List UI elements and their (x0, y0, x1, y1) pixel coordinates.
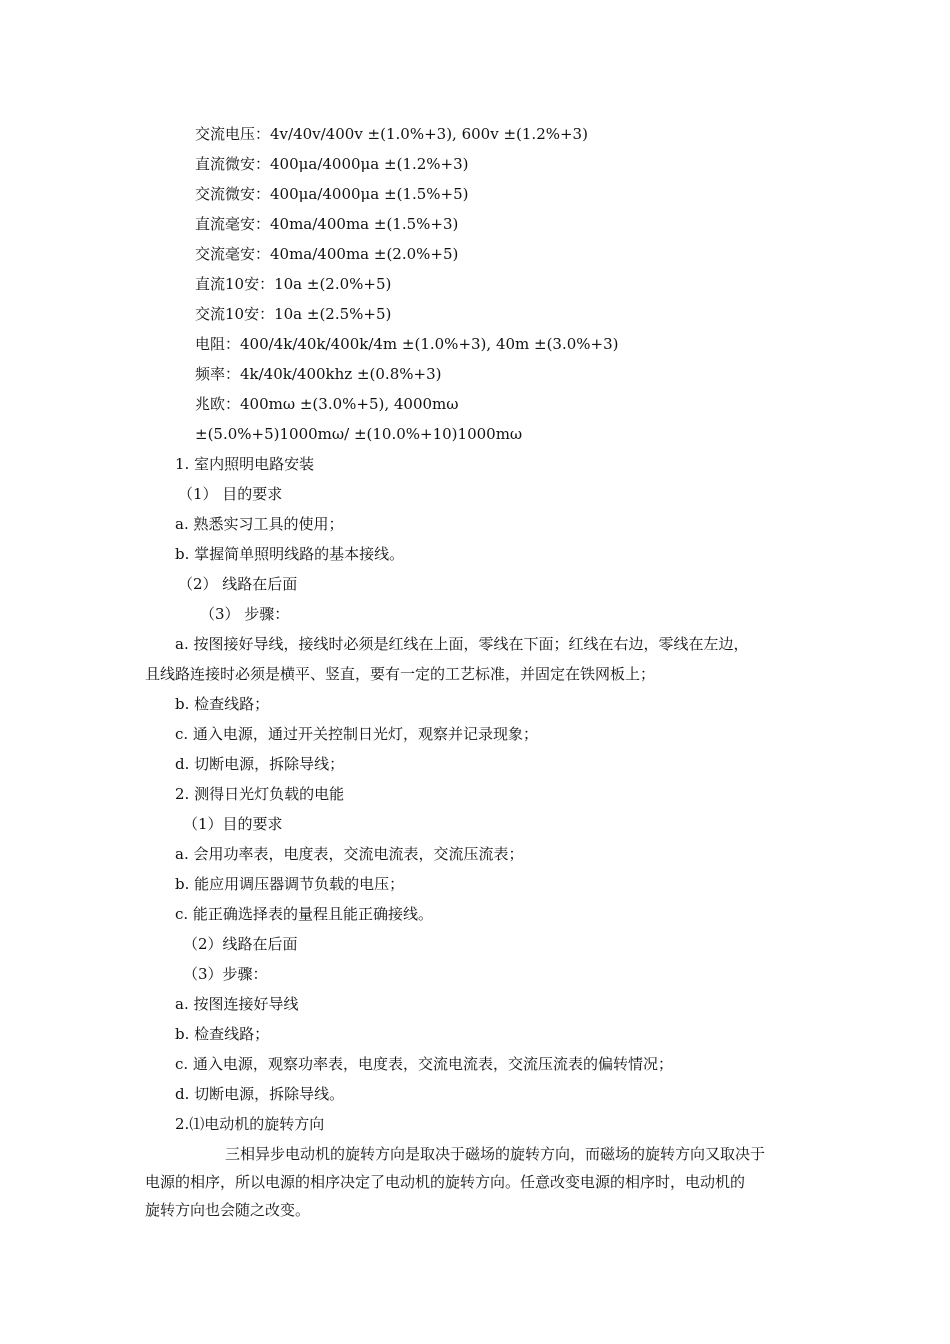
section3-title: 2.⑴电动机的旋转方向 (175, 1115, 325, 1133)
section3-para-line1: 三相异步电动机的旋转方向是取决于磁场的旋转方向，而磁场的旋转方向又取决于 (225, 1145, 766, 1163)
section1-goal-heading: （1） 目的要求 (178, 485, 283, 503)
spec-ac-milliamp: 交流毫安：40ma/400ma ±(2.0%+5) (195, 245, 459, 263)
spec-resistance: 电阻：400/4k/40k/400k/4m ±(1.0%+3), 40m ±(3.0%+3) (195, 335, 619, 353)
section2-goal-c: c. 能正确选择表的量程且能正确接线。 (175, 905, 433, 923)
section2-title: 2. 测得日光灯负载的电能 (175, 785, 345, 803)
section1-step-a-line2: 且线路连接时必须是横平、竖直，要有一定的工艺标准，并固定在铁网板上； (145, 665, 656, 683)
section3-para-line3: 旋转方向也会随之改变。 (145, 1201, 311, 1219)
section2-step-b: b. 检查线路； (175, 1025, 270, 1043)
section2-steps-heading: （3）步骤： (183, 965, 268, 983)
spec-frequency: 频率：4k/40k/400khz ±(0.8%+3) (195, 365, 442, 383)
section1-steps-heading: （3） 步骤： (200, 605, 290, 623)
spec-ac-10a: 交流10安：10a ±(2.5%+5) (195, 305, 392, 323)
section1-step-a-line1: a. 按图接好导线，接线时必须是红线在上面，零线在下面；红线在右边，零线在左边， (175, 635, 749, 653)
section2-goal-a: a. 会用功率表，电度表，交流电流表，交流压流表； (175, 845, 524, 863)
spec-megohm: 兆欧：400mω ±(3.0%+5), 4000mω (195, 395, 459, 413)
section1-circuit: （2） 线路在后面 (178, 575, 298, 593)
section2-step-a: a. 按图连接好导线 (175, 995, 299, 1013)
spec-ac-microamp: 交流微安：400μa/4000μa ±(1.5%+5) (195, 185, 469, 203)
spec-dc-10a: 直流10安：10a ±(2.0%+5) (195, 275, 392, 293)
section1-title: 1. 室内照明电路安装 (175, 455, 315, 473)
section2-goal-heading: （1）目的要求 (183, 815, 283, 833)
section3-para-line2: 电源的相序，所以电源的相序决定了电动机的旋转方向。任意改变电源的相序时，电动机的 (145, 1173, 746, 1191)
spec-dc-microamp: 直流微安：400μa/4000μa ±(1.2%+3) (195, 155, 469, 173)
section2-circuit: （2）线路在后面 (183, 935, 298, 953)
spec-ac-voltage: 交流电压：4v/40v/400v ±(1.0%+3), 600v ±(1.2%+3) (195, 125, 588, 143)
section1-goal-b: b. 掌握简单照明线路的基本接线。 (175, 545, 405, 563)
section2-step-c: c. 通入电源，观察功率表，电度表，交流电流表，交流压流表的偏转情况； (175, 1055, 673, 1073)
section1-step-d: d. 切断电源，拆除导线； (175, 755, 345, 773)
section1-step-c: c. 通入电源，通过开关控制日光灯，观察并记录现象； (175, 725, 538, 743)
section2-goal-b: b. 能应用调压器调节负载的电压； (175, 875, 405, 893)
section1-step-b: b. 检查线路； (175, 695, 270, 713)
section1-goal-a: a. 熟悉实习工具的使用； (175, 515, 344, 533)
section2-step-d: d. 切断电源，拆除导线。 (175, 1085, 345, 1103)
spec-dc-milliamp: 直流毫安：40ma/400ma ±(1.5%+3) (195, 215, 459, 233)
spec-megohm-cont: ±(5.0%+5)1000mω/ ±(10.0%+10)1000mω (195, 425, 523, 443)
